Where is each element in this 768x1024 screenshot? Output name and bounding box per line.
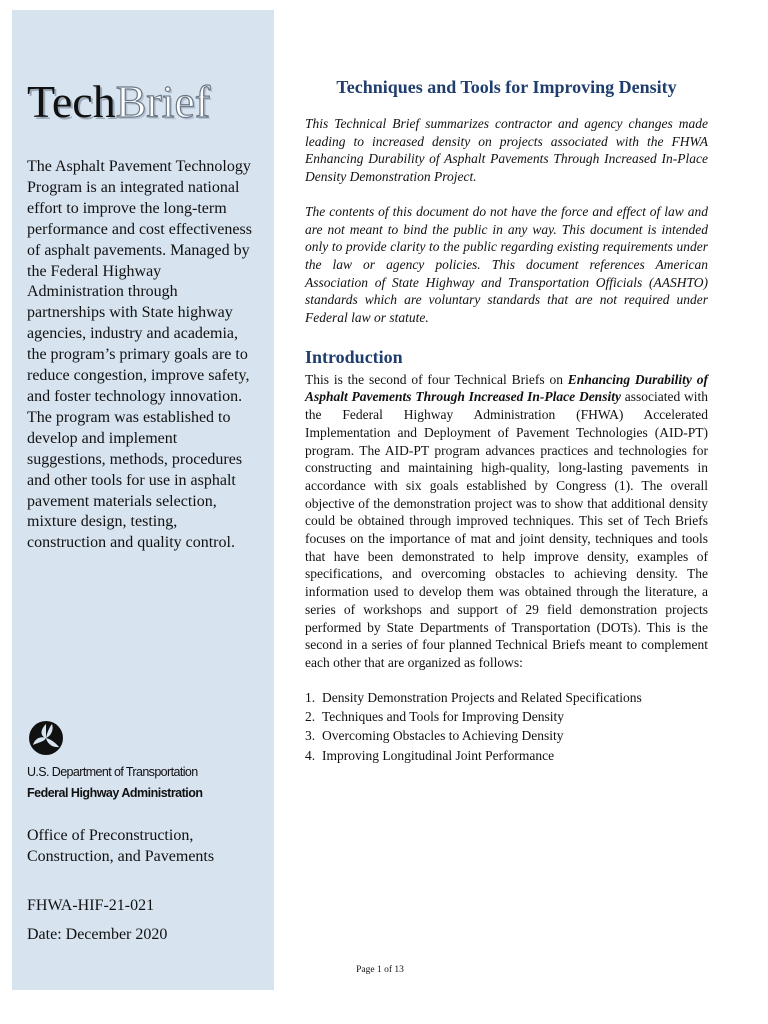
program-description: The Asphalt Pavement Technology Program is an integrated national effort to improve the long-term performance and cost effectiveness of asphalt pavements. Managed by the Federal Highway Administration through partnerships with State highway agencies, industry and academia, the program’s primary goals are to reduce congestion, improve safety, and foster technology innovation. The program was established to develop and implement suggestions, methods, procedures and other tools for use in asphalt pavement materials selection, mixture design, testing, construction and quality control. (27, 158, 252, 552)
list-item-label: Improving Longitudinal Joint Performance (322, 747, 555, 763)
office-name: Office of Preconstruction, Construction, and Pavements (27, 827, 215, 865)
list-item (305, 746, 708, 765)
list-item (305, 726, 708, 745)
list-item-number: 3. (305, 728, 316, 744)
list-item-label: Density Demonstration Projects and Related Specifications (322, 689, 642, 705)
introduction-heading: Introduction (305, 346, 403, 367)
usdot-name: U.S. Department of Transportation (27, 765, 198, 779)
intro-emphasis: Enhancing Durability of Asphalt Pavements Through Increased In-Place Density (305, 371, 709, 405)
logo-brief: Brief (115, 76, 211, 127)
techbrief-logo (27, 74, 210, 130)
list-item-number: 1. (305, 689, 316, 705)
list-item (305, 688, 708, 707)
report-date: Date: December 2020 (27, 926, 168, 943)
list-item-label: Techniques and Tools for Improving Density (322, 708, 564, 724)
usdot-logo-icon (28, 720, 64, 761)
tech-brief-list (305, 688, 708, 765)
main-content (305, 76, 708, 765)
list-item-number: 2. (305, 708, 316, 724)
page-number: Page 1 of 13 (356, 965, 404, 975)
report-number: FHWA-HIF-21-021 (27, 897, 155, 914)
list-item-number: 4. (305, 747, 316, 763)
logo-tech: Tech (27, 76, 116, 127)
summary-paragraph: This Technical Brief summarizes contractor and agency changes made leading to increased density on projects associated with the FHWA Enhancing Durability of Asphalt Pavements Through Increased In-Place Density Demonstration Project. (305, 116, 708, 185)
introduction-paragraph (305, 371, 708, 672)
list-item-label: Overcoming Obstacles to Achieving Density (322, 728, 564, 744)
disclaimer-paragraph: The contents of this document do not have the force and effect of law and are not meant to bind the public in any way. This document is intended only to provide clarity to the public regarding existing requirements under the law or agency policies. This document references American Association of State Highway and Transportation Officials (AASHTO) standards which are voluntary standards that are not required under Federal law or statute. (305, 203, 708, 326)
fhwa-name: Federal Highway Administration (27, 786, 203, 800)
intro-lead: This is the second of four Technical Briefs on (305, 371, 568, 387)
intro-rest: associated with the Federal Highway Administration (FHWA) Accelerated Implementation and Deployment of Pavement Technologies (AID-PT) program. The AID-PT program advances practices and technologies for constructing and maintaining high-quality, long-lasting pavements in accordance with six goals established by Congress (1). The overall objective of the demonstration project was to show that additional density could be obtained through improved techniques. This set of Tech Briefs focuses on the importance of mat and joint density, techniques and tools that have been demonstrated to help improve density, examples of specifications, and overcoming obstacles to achieving density. The information used to develop them was obtained through the literature, a series of workshops and support of 29 field demonstration projects performed by State Departments of Transportation (DOTs). This is the second in a series of four planned Technical Briefs meant to complement each other that are organized as follows: (305, 389, 708, 670)
list-item (305, 707, 708, 726)
document-title: Techniques and Tools for Improving Density (336, 77, 677, 97)
